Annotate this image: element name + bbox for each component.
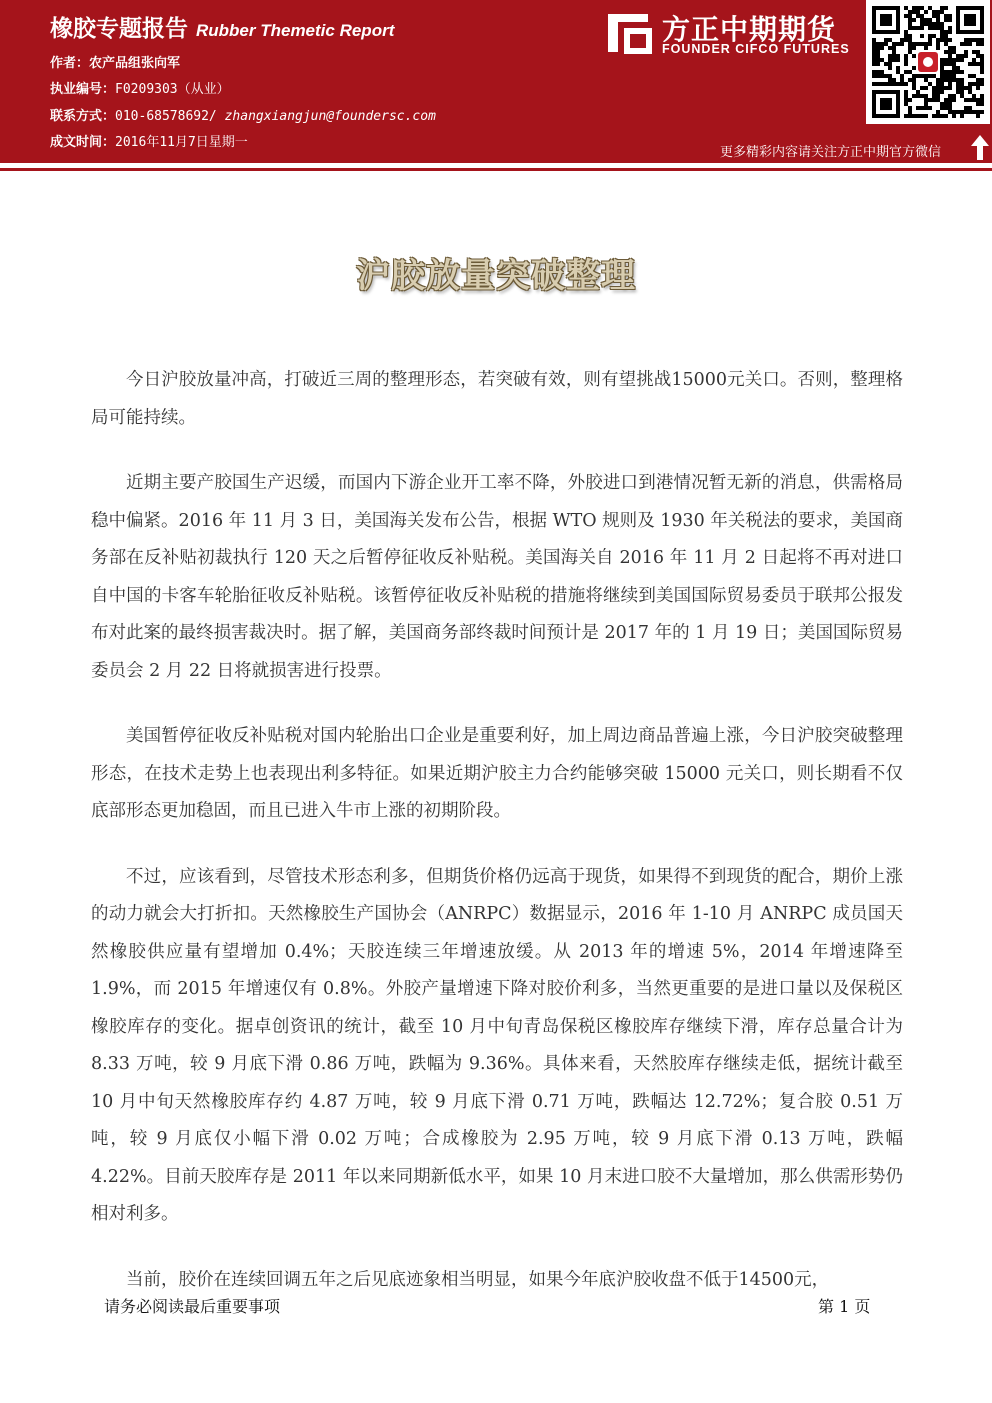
date-value: 2016年11月7日星期一 — [115, 135, 248, 150]
report-type-title — [50, 10, 394, 43]
date-line — [50, 131, 248, 150]
report-type-en: Rubber Themetic Report — [196, 21, 395, 40]
license-label: 执业编号： — [50, 82, 116, 97]
license-line — [50, 78, 230, 97]
contact-email-link[interactable]: zhangxiangjun@foundersc.com — [224, 109, 436, 124]
logo-text-en: FOUNDER CIFCO FUTURES — [662, 42, 850, 56]
qr-code-icon — [872, 6, 984, 118]
logo-mark-icon — [604, 8, 656, 58]
paragraph-1: 今日沪胶放量冲高，打破近三周的整理形态，若突破有效，则有望挑战15000元关口。否则，整理格局可能持续。 — [91, 370, 903, 428]
author-label: 作者： — [50, 56, 90, 71]
contact-line — [50, 105, 436, 124]
company-logo — [604, 8, 859, 58]
document-body — [91, 362, 903, 1327]
paragraph-2: 近期主要产胶国生产迟缓，而国内下游企业开工率不降，外胶进口到港情况暂无新的消息，供需格局稳中偏紧。2016 年 11 月 3 日，美国海关发布公告，根据 WTO 规则及 1930 年关税法的要求，美国商务部在反补贴初裁执行 120 天之后暂停征收反补贴税。美国海关自 2016 年 11 月 2 日起将不再对进口自中国的卡客车轮胎征收反补贴税。该暂停征收反补贴税的措施将继续到美国国际贸易委员于联邦公报发布对此案的最终损害裁决时。据了解，美国商务部终裁时间预计是 2017 年的 1 月 19 日；美国国际贸易委员会 2 月 22 日将就损害进行投票。 — [91, 473, 903, 681]
wechat-qr-code — [866, 0, 990, 124]
paragraph-5: 当前，胶价在连续回调五年之后见底迹象相当明显，如果今年底沪胶收盘不低于14500元， — [126, 1269, 830, 1290]
contact-phone: 010-68578692/ — [115, 109, 225, 124]
logo-text-cn: 方正中期期货 — [662, 13, 837, 46]
report-header — [0, 0, 992, 163]
header-divider — [0, 168, 992, 171]
document-title: 沪胶放量突破整理 — [356, 256, 636, 296]
author-line — [50, 52, 180, 71]
date-label: 成文时间： — [50, 135, 116, 150]
footer-notice: 请务必阅读最后重要事项 — [104, 1297, 281, 1316]
page-number: 第 1 页 — [818, 1297, 871, 1316]
paragraph-3: 美国暂停征收反补贴税对国内轮胎出口企业是重要利好，加上周边商品普遍上涨，今日沪胶突破整理形态，在技术走势上也表现出利多特征。如果近期沪胶主力合约能够突破 15000 元关口，则长期看不仅底部形态更加稳固，而且已进入牛市上涨的初期阶段。 — [91, 726, 903, 821]
author-value: 农产品组张向军 — [89, 56, 181, 71]
paragraph-4: 不过，应该看到，尽管技术形态利多，但期货价格仍远高于现货，如果得不到现货的配合，期价上涨的动力就会大打折扣。天然橡胶生产国协会（ANRPC）数据显示，2016 年 1-10 月 ANRPC 成员国天然橡胶供应量有望增加 0.4%；天胶连续三年增速放缓。从 2013 年的增速 5%，2014 年增速降至 1.9%，而 2015 年增速仅有 0.8%。外胶产量增速下降对胶价利多，当然更重要的是进口量以及保税区橡胶库存的变化。据卓创资讯的统计，截至 10 月中旬青岛保税区橡胶库存继续下滑，库存总量合计为 8.33 万吨，较 9 月底下滑 0.86 万吨，跌幅为 9.36%。具体来看，天然胶库存继续走低，据统计截至 10 月中旬天然橡胶库存约 4.87 万吨，较 9 月底下滑 0.71 万吨，跌幅达 12.72%；复合胶 0.51 万吨，较 9 月底仅小幅下滑 0.02 万吨；合成橡胶为 2.95 万吨，较 9 月底下滑 0.13 万吨，跌幅 4.22%。目前天胶库存是 2011 年以来同期新低水平，如果 10 月末进口胶不大量增加，那么供需形势仍相对利多。 — [91, 866, 903, 1224]
license-value: F0209303（从业） — [115, 82, 230, 97]
contact-label: 联系方式： — [50, 109, 116, 124]
report-type-cn: 橡胶专题报告 — [50, 16, 188, 42]
follow-wechat-text: 更多精彩内容请关注方正中期官方微信 — [720, 145, 942, 160]
arrow-up-icon — [970, 133, 990, 161]
